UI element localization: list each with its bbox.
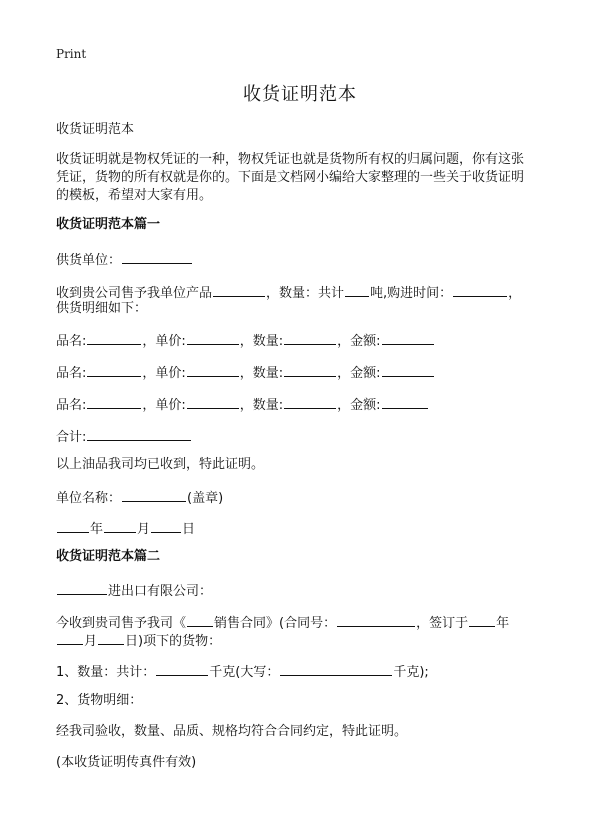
item-price-blank	[187, 362, 239, 377]
fax-note: (本收货证明传真件有效)	[56, 755, 197, 770]
receipt-text-d: ，	[508, 286, 522, 301]
unit-name-label: 单位名称：	[56, 491, 122, 506]
contract-text-b: 销售合同》(合同号：	[214, 616, 337, 631]
item-price-label: ，单价:	[142, 366, 186, 381]
date-row	[56, 518, 195, 539]
contract-name-blank	[187, 612, 213, 627]
print-label: Print	[56, 47, 87, 61]
item-qty-label: ，数量:	[239, 334, 284, 349]
section2-heading: 收货证明范本篇二	[56, 549, 161, 564]
total-row	[56, 426, 192, 447]
item-amount-blank	[382, 330, 434, 345]
supplier-label: 供货单位：	[56, 253, 122, 268]
quantity-words-blank	[280, 661, 392, 676]
receipt-text-a: 收到贵公司售予我单位产品	[56, 286, 213, 301]
contract-month-label: 月	[84, 634, 98, 649]
day-label: 日	[182, 522, 196, 537]
item-qty-blank	[284, 330, 336, 345]
document-title: 收货证明范本	[243, 84, 357, 105]
month-blank	[104, 518, 136, 533]
day-blank	[151, 518, 181, 533]
item-price-blank	[187, 330, 239, 345]
section1-heading: 收货证明范本篇一	[56, 217, 161, 232]
total-blank	[87, 426, 191, 441]
tonnage-blank	[345, 282, 369, 297]
supplier-blank	[122, 249, 192, 264]
item-name-label: 品名:	[56, 366, 87, 381]
intro-line-2: 凭证，货物的所有权就是你的。下面是文档网小编给大家整理的一些关于收货证明	[56, 170, 525, 185]
quantity-row	[56, 661, 429, 682]
item-qty-blank	[284, 394, 336, 409]
item-name-label: 品名:	[56, 398, 87, 413]
detail-label: 2、货物明细：	[56, 693, 143, 708]
item-row	[56, 394, 429, 415]
intro-line-1: 收货证明就是物权凭证的一种，物权凭证也就是货物所有权的归属问题，你有这张	[56, 152, 525, 167]
purchase-date-blank	[453, 282, 507, 297]
item-amount-label: ，金额:	[337, 366, 381, 381]
product-blank	[213, 282, 265, 297]
item-price-label: ，单价:	[142, 334, 186, 349]
item-qty-blank	[284, 362, 336, 377]
contract-number-blank	[337, 612, 415, 627]
item-amount-blank	[382, 394, 428, 409]
contract-text-a: 今收到贵司售予我司《	[56, 616, 187, 631]
receipt-text-c: 吨,购进时间：	[370, 286, 453, 301]
item-price-label: ，单价:	[142, 398, 186, 413]
item-row	[56, 362, 435, 383]
total-label: 合计:	[56, 430, 87, 445]
item-price-blank	[187, 394, 239, 409]
intro-line-3: 的模板，希望对大家有用。	[56, 188, 213, 203]
quantity-text-a: 1、数量：共计：	[56, 665, 156, 680]
month-label: 月	[137, 522, 151, 537]
year-blank	[57, 518, 89, 533]
seal-label: (盖章)	[187, 491, 224, 506]
quantity-text-c: 千克);	[393, 665, 429, 680]
subtitle: 收货证明范本	[56, 122, 135, 137]
item-amount-blank	[382, 362, 434, 377]
unit-name-row	[56, 487, 223, 508]
item-qty-label: ，数量:	[239, 366, 284, 381]
contract-row-2	[56, 630, 221, 651]
company-suffix: 进出口有限公司：	[108, 584, 213, 599]
contract-text-f: 日)项下的货物：	[125, 634, 222, 649]
item-amount-label: ，金额:	[337, 398, 381, 413]
contract-year-blank	[469, 612, 495, 627]
supplier-row	[56, 249, 193, 270]
quantity-blank	[156, 661, 208, 676]
contract-day-blank	[98, 630, 124, 645]
item-name-blank	[87, 362, 141, 377]
contract-text-c: ，签订于	[416, 616, 469, 631]
company-row	[56, 580, 212, 601]
unit-name-blank	[122, 487, 186, 502]
contract-year-label: 年	[496, 616, 510, 631]
inspection-text: 经我司验收，数量、品质、规格均符合合同约定，特此证明。	[56, 724, 408, 739]
item-name-label: 品名:	[56, 334, 87, 349]
company-blank	[57, 580, 107, 595]
item-qty-label: ，数量:	[239, 398, 284, 413]
confirm-text: 以上油品我司均已收到，特此证明。	[56, 457, 265, 472]
item-row	[56, 330, 435, 351]
quantity-text-b: 千克(大写：	[209, 665, 280, 680]
item-name-blank	[87, 394, 141, 409]
receipt-text-e: 供货明细如下：	[56, 301, 148, 316]
year-label: 年	[90, 522, 104, 537]
item-amount-label: ，金额:	[337, 334, 381, 349]
item-name-blank	[87, 330, 141, 345]
contract-month-blank	[57, 630, 83, 645]
receipt-text-b: ，数量：共计	[266, 286, 345, 301]
